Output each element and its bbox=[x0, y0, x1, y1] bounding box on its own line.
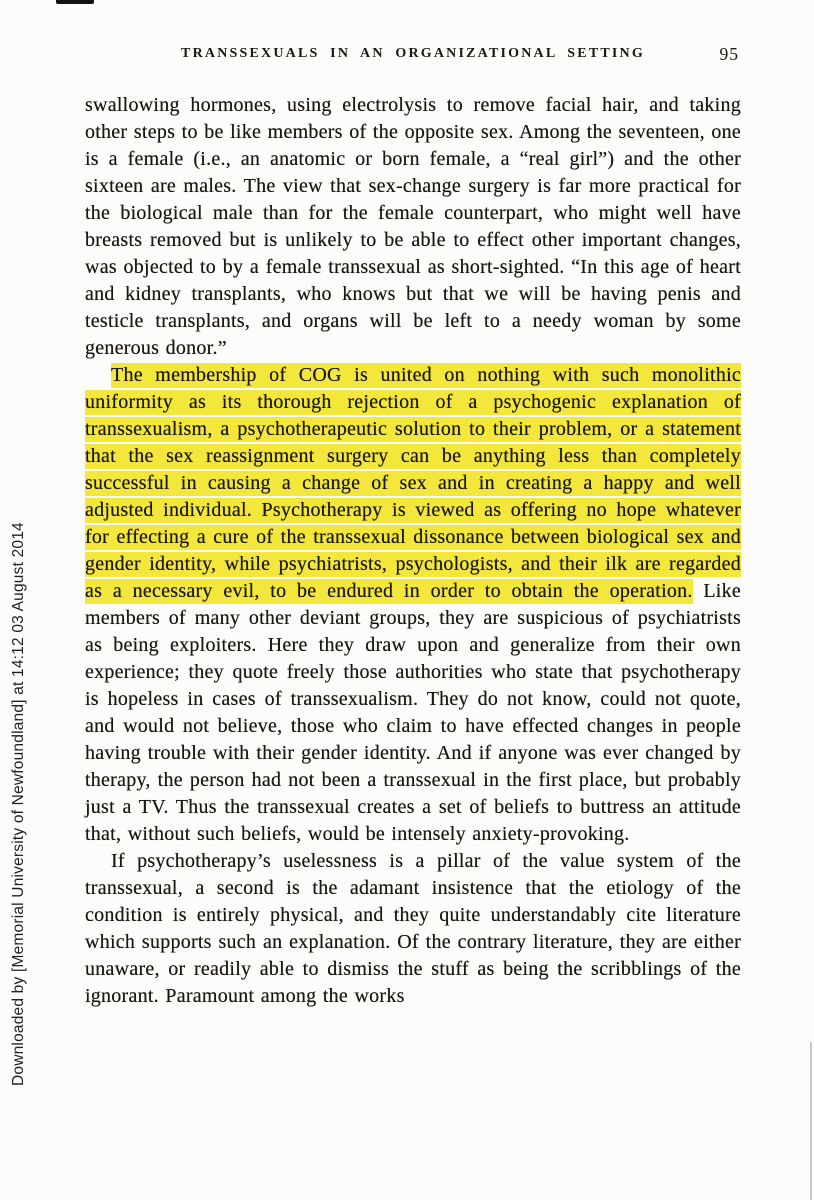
highlighted-passage: The membership of COG is united on nothing with such monolithic uniformity as its thorough rejection of a psychogenic explanation of transsexualism, a psychotherapeutic solution to their problem, or a statement that the sex reassignment surgery can be anything less than completely successful in causing a change of sex and in creating a happy and well adjusted individual. Psychotherapy is viewed as offering no hope whatever for effecting a cure of the transsexual dissonance between biological sex and gender identity, while psychiatrists, psychologists, and their ilk are regarded as a necessary evil, to be endured in order to obtain the operation. bbox=[85, 364, 741, 602]
paragraph-2 bbox=[85, 362, 741, 848]
scan-artifact-top-edge bbox=[56, 0, 94, 4]
watermark-text: Downloaded by [Memorial University of Newfoundland] at 14:12 03 August 2014 bbox=[10, 522, 27, 1086]
scan-artifact-right-edge bbox=[810, 1042, 812, 1200]
paragraph-1: swallowing hormones, using electrolysis to remove facial hair, and taking other steps to be like members of the opposite sex. Among the seventeen, one is a female (i.e., an anatomic or born female, a “real girl”) and the other sixteen are males. The view that sex-change surgery is far more practical for the biological male than for the female counterpart, who might well have breasts removed but is unlikely to be able to effect other important changes, was objected to by a female transsexual as short-sighted. “In this age of heart and kidney transplants, who knows but that we will be having penis and testicle transplants, and organs will be left to a needy woman by some generous donor.” bbox=[85, 94, 741, 359]
paragraph-2-continuation: Like members of many other deviant groups, they are suspicious of psychiatrists as being exploiters. Here they draw upon and generalize from their own experience; they quote freely those authorities who state that psychotherapy is hopeless in cases of transsexualism. They do not know, could not quote, and would not believe, those who claim to have effected changes in people having trouble with their gender identity. And if anyone was ever changed by therapy, the person had not been a transsexual in the first place, but probably just a TV. Thus the transsexual creates a set of beliefs to buttress an attitude that, without such beliefs, would be intensely anxiety-provoking. bbox=[85, 580, 741, 845]
download-watermark bbox=[10, 366, 28, 1086]
body-text bbox=[85, 92, 741, 1010]
running-header bbox=[85, 46, 741, 68]
page-content bbox=[85, 46, 741, 1010]
running-header-title: TRANSSEXUALS IN AN ORGANIZATIONAL SETTING bbox=[181, 46, 645, 61]
paragraph-3: If psychotherapy’s uselessness is a pillar of the value system of the transsexual, a second is the adamant insistence that the etiology of the condition is entirely physical, and they quite understandably cite literature which supports such an explanation. Of the contrary literature, they are either unaware, or readily able to dismiss the stuff as being the scribblings of the ignorant. Paramount among the works bbox=[85, 850, 741, 1007]
page-number: 95 bbox=[719, 44, 739, 64]
